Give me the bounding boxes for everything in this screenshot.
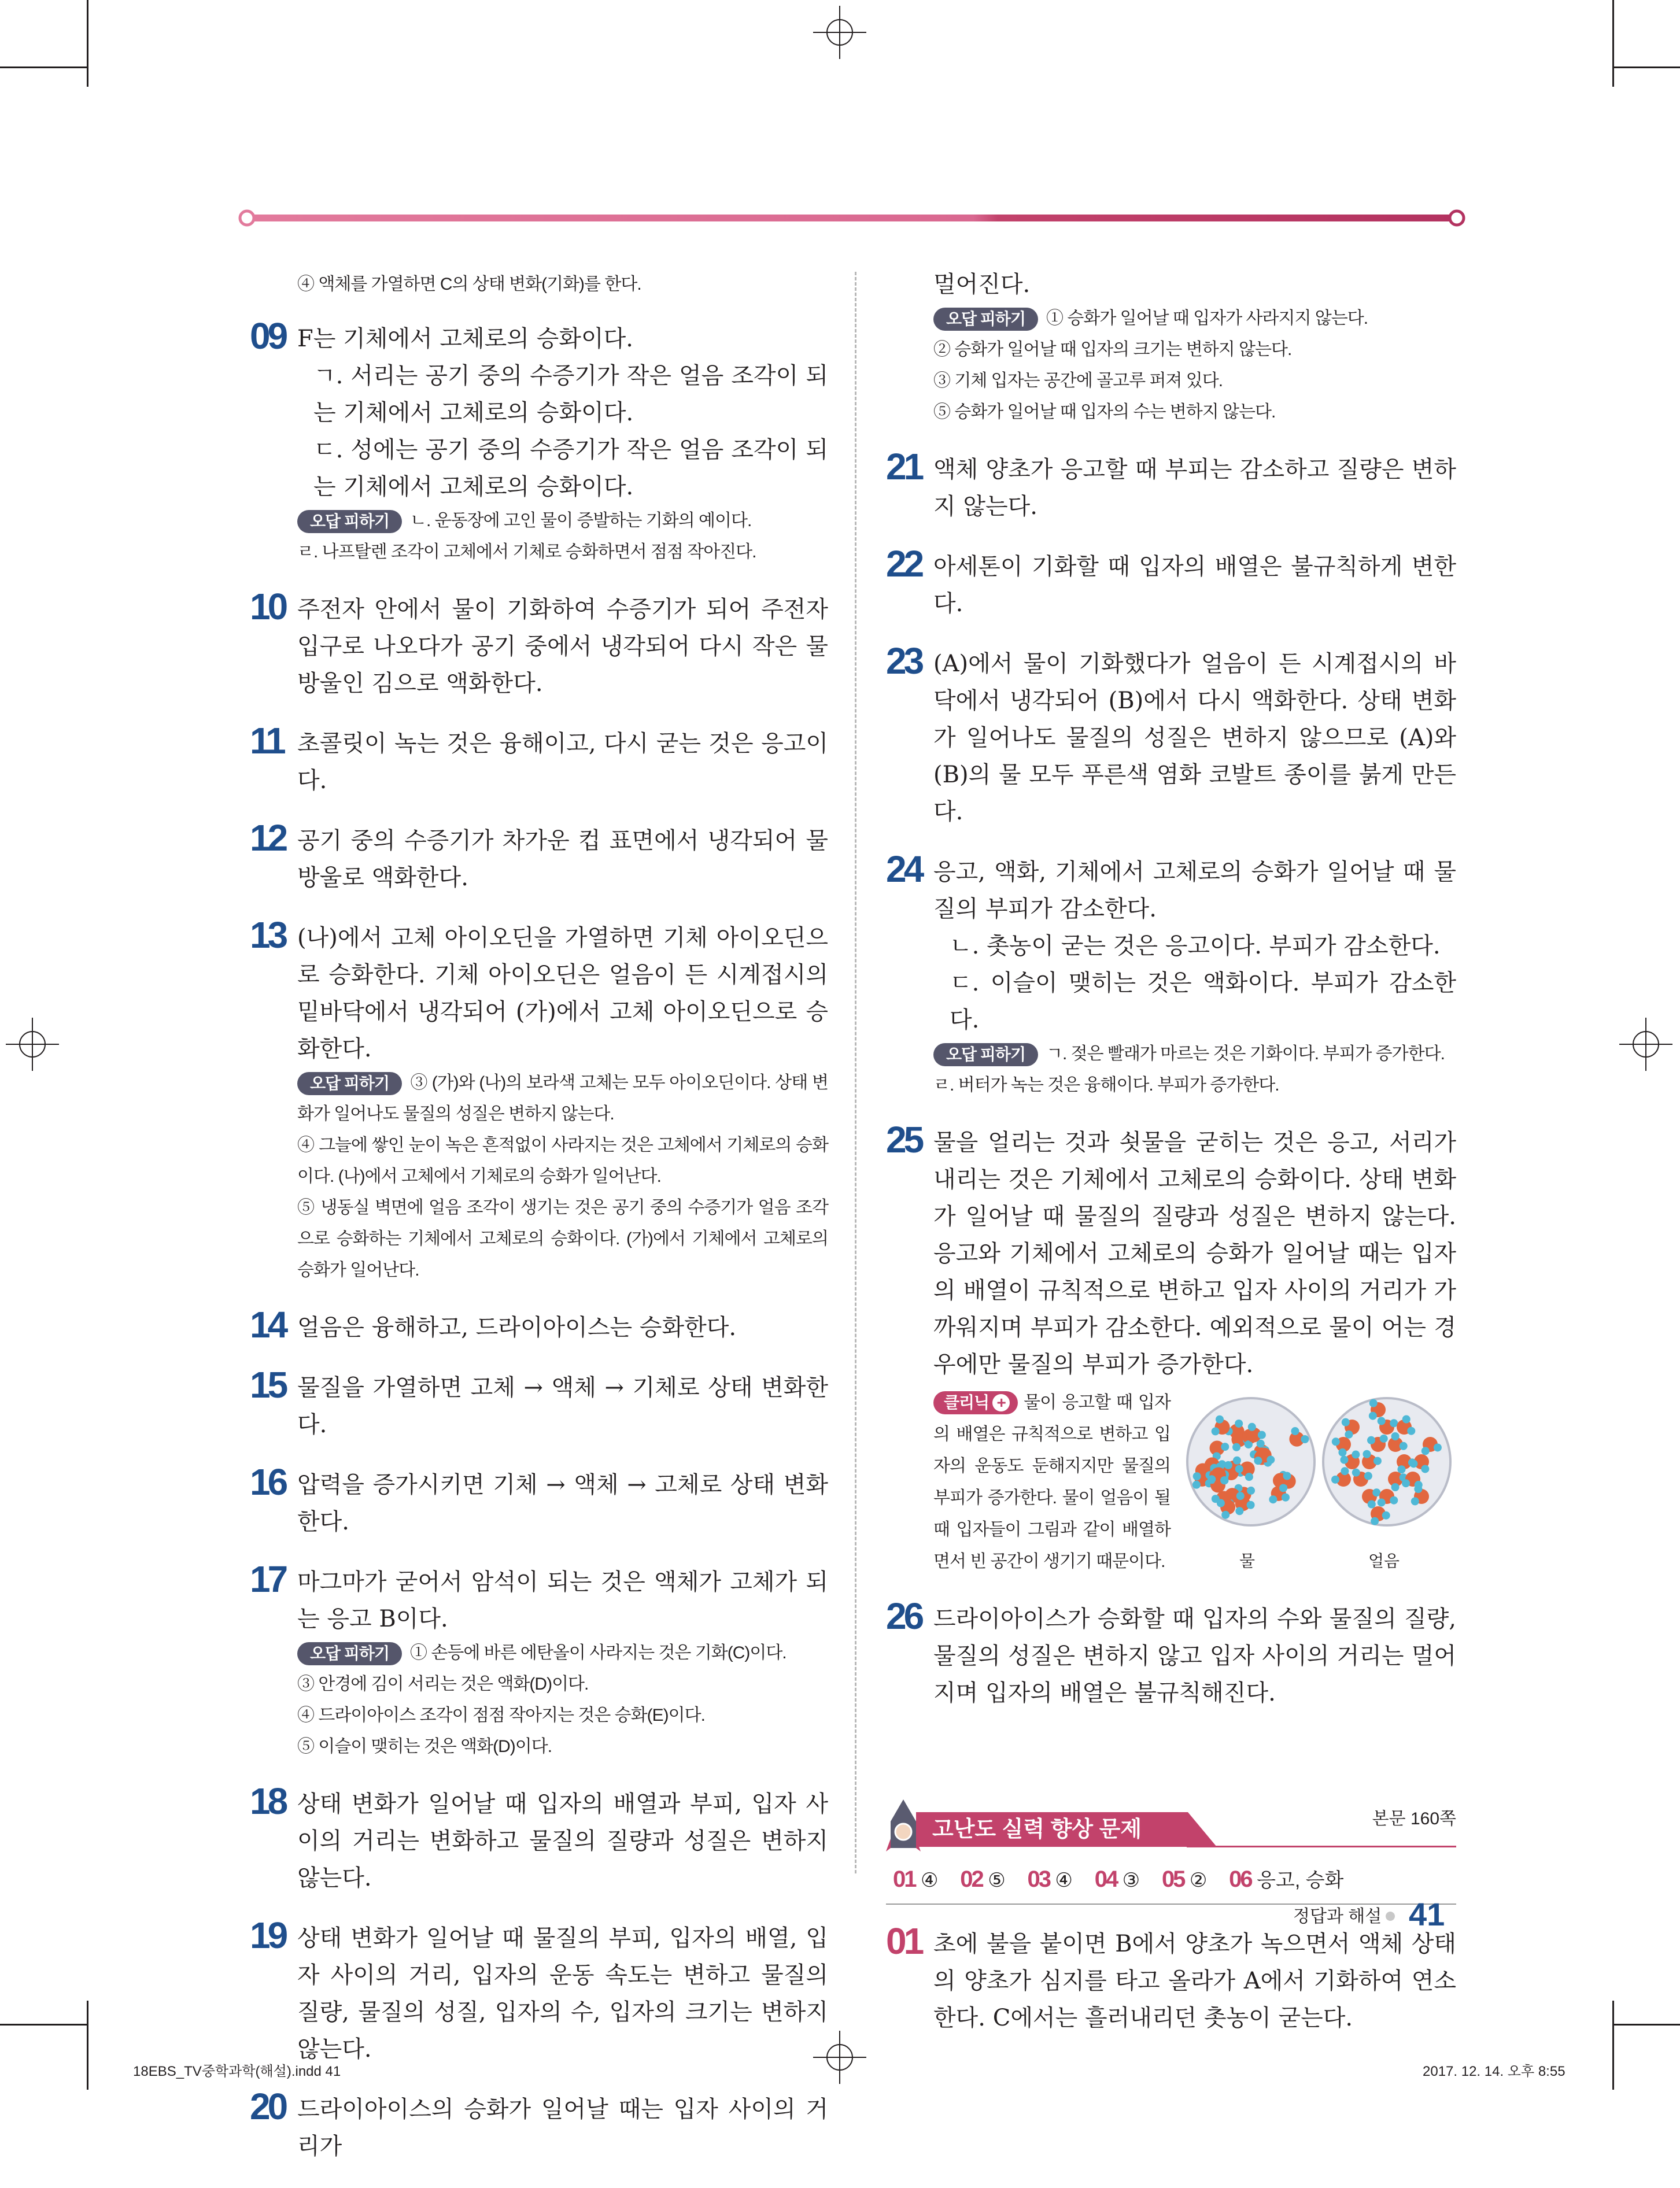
mistake-badge: 오답 피하기 (933, 308, 1038, 331)
item-sub: ㄷ. 성에는 공기 중의 수증기가 작은 얼음 조각이 되는 기체에서 고체로의 승화이다. (313, 437, 828, 500)
item-text: 드라이아이스의 승화가 일어날 때는 입자 사이의 거리가 (297, 2096, 828, 2160)
registration-mark (813, 6, 866, 59)
item-text: 초콜릿이 녹는 것은 융해이고, 다시 굳는 것은 응고이다. (297, 730, 828, 794)
item-text: 압력을 증가시키면 기체 → 액체 → 고체로 상태 변화한다. (297, 1472, 828, 1535)
mistake-badge: 오답 피하기 (933, 1043, 1038, 1066)
answer-key (893, 1862, 1456, 1898)
item-text: 상태 변화가 일어날 때 입자의 배열과 부피, 입자 사이의 거리는 변화하고 물질의 질량과 성질은 변하지 않는다. (297, 1791, 828, 1891)
item-number: 20 (250, 2086, 286, 2127)
item-number: 11 (250, 720, 283, 762)
page-reference: 본문 160쪽 (1372, 1809, 1456, 1828)
answer-number: 03 (1027, 1867, 1050, 1892)
registration-mark (6, 1018, 59, 1071)
note-text: ③ (가)와 (나)의 보라색 고체는 모두 아이오딘이다. 상태 변화가 일어나도 물질의 성질은 변하지 않는다. (297, 1073, 828, 1123)
answer-item-continued (886, 266, 1456, 428)
crop-mark (1612, 0, 1614, 87)
footer-file: 18EBS_TV중학과학(해설).indd 41 (133, 2064, 341, 2079)
item-number: 14 (250, 1304, 286, 1346)
left-column (250, 266, 828, 2188)
mistake-badge: 오답 피하기 (297, 1642, 402, 1665)
item-number: 13 (250, 914, 286, 956)
item-number: 01 (886, 1920, 922, 1962)
footer-date: 2017. 12. 14. 오후 8:55 (1423, 2064, 1565, 2079)
answer-value: ④ (1055, 1869, 1073, 1891)
crop-mark (87, 0, 88, 87)
item-sub: ㄱ. 서리는 공기 중의 수증기가 작은 얼음 조각이 되는 기체에서 고체로의 승화이다. (313, 363, 828, 426)
answer-item (250, 1558, 828, 1762)
item-text: 아세톤이 기화할 때 입자의 배열은 불규칙하게 변한다. (933, 553, 1456, 617)
note-text: ③ 안경에 김이 서리는 것은 액화(D)이다. (297, 1675, 589, 1694)
clinic-text: 물이 응고할 때 입자의 배열은 규칙적으로 변하고 입자의 운동도 둔해지지만 물질의 부피가 증가한다. 물이 얼음이 될 때 입자들이 그림과 같이 배열하면서 빈 공간이 생기기 때문이다. (933, 1393, 1171, 1571)
particle-figure (1184, 1387, 1456, 1570)
item-text: 초에 불을 붙이면 B에서 양초가 녹으면서 액체 상태의 양초가 심지를 타고 올라가 A에서 기화하여 연소한다. C에서는 흘러내리던 촛농이 굳는다. (933, 1931, 1456, 2031)
answer-item (886, 640, 1456, 830)
item-number: 21 (886, 446, 922, 487)
crop-mark (1612, 2001, 1614, 2090)
answer-value: ③ (1122, 1869, 1140, 1891)
answer-item (250, 586, 828, 702)
item-number: 22 (886, 543, 922, 585)
item-number: 15 (250, 1364, 286, 1406)
note-text: ⑤ 냉동실 벽면에 얼음 조각이 생기는 것은 공기 중의 수증기가 얼음 조각으로 승화하는 기체에서 고체로의 승화이다. (가)에서 기체에서 고체로의 승화가 일어난다. (297, 1198, 828, 1280)
answer-item (250, 1364, 828, 1443)
note-text: ③ 기체 입자는 공간에 골고루 퍼져 있다. (933, 371, 1223, 390)
item-text: 멀어진다. (933, 271, 1031, 298)
answer-item (886, 446, 1456, 525)
answer-item (250, 1461, 828, 1540)
note-text: ⑤ 이슬이 맺히는 것은 액화(D)이다. (297, 1737, 552, 1756)
answer-value: ⑤ (988, 1869, 1006, 1891)
note-text: ② 승화가 일어날 때 입자의 크기는 변하지 않는다. (933, 340, 1292, 359)
item-number: 24 (886, 848, 922, 890)
item-text: 얼음은 융해하고, 드라이아이스는 승화한다. (297, 1314, 737, 1341)
item-number: 10 (250, 586, 286, 627)
footer-label: 정답과 해설 (1293, 1907, 1382, 1926)
answer-number: 06 (1229, 1867, 1251, 1892)
note-text: ④ 그늘에 쌓인 눈이 녹은 흔적없이 사라지는 것은 고체에서 기체로의 승화이다. (나)에서 고체에서 기체로의 승화가 일어난다. (297, 1136, 828, 1186)
item-text: 물을 얼리는 것과 쇳물을 굳히는 것은 응고, 서리가 내리는 것은 기체에서 고체로의 승화이다. 상태 변화가 일어날 때 물질의 질량과 성질은 변하지 않는다. 응고와 기체에서 고체로의 승화가 일어날 때는 입자의 배열이 규칙적으로 변하고 입자 사이의 거리가 가까워지며 부피가 감소한다. 예외적으로 물이 어는 경우에만 물질의 부피가 증가한다. (933, 1129, 1456, 1378)
answer-item (886, 1920, 1456, 2037)
answer-item (886, 1595, 1456, 1712)
answer-item (886, 1119, 1456, 1577)
item-number: 17 (250, 1558, 286, 1600)
item-text: (A)에서 물이 기화했다가 얼음이 든 시계접시의 바닥에서 냉각되어 (B)에서 다시 액화한다. 상태 변화가 일어나도 물질의 성질은 변하지 않으므로 (A)와 (B)의 물 모두 푸른색 염화 코발트 종이를 붉게 만든다. (933, 651, 1456, 825)
header-bar (238, 209, 1465, 227)
answer-number: 01 (893, 1867, 915, 1892)
answer-value: 응고, 승화 (1257, 1869, 1344, 1891)
answer-item (886, 848, 1456, 1101)
page-number: 41 (1409, 1896, 1445, 1932)
item-sub: ㄴ. 촛농이 굳는 것은 응고이다. 부피가 감소한다. (950, 933, 1441, 959)
item-text: 물질을 가열하면 고체 → 액체 → 기체로 상태 변화한다. (297, 1374, 828, 1438)
particle-diagram (1184, 1387, 1456, 1543)
item-text: 주전자 안에서 물이 기화하여 수증기가 되어 주전자 입구로 나오다가 공기 중에서 냉각되어 다시 작은 물방울인 김으로 액화한다. (297, 596, 828, 697)
figure-label-water: 물 (1239, 1552, 1256, 1570)
item-text: 공기 중의 수증기가 차가운 컵 표면에서 냉각되어 물방울로 액화한다. (297, 827, 828, 891)
note-text: ㄴ. 운동장에 고인 물이 증발하는 기화의 예이다. (410, 511, 752, 530)
crop-mark (0, 66, 87, 68)
section-rule (1187, 1846, 1456, 1847)
figure-label-ice: 얼음 (1368, 1552, 1400, 1570)
section-title: 고난도 실력 향상 문제 (932, 1817, 1142, 1842)
answer-number: 02 (960, 1867, 983, 1892)
note-text: ④ 드라이아이스 조각이 점점 작아지는 것은 승화(E)이다. (297, 1706, 705, 1725)
right-column (886, 266, 1456, 2060)
item-text: (나)에서 고체 아이오딘을 가열하면 기체 아이오딘으로 승화한다. 기체 아이오딘은 얼음이 든 시계접시의 밑바닥에서 냉각되어 (가)에서 고체 아이오딘으로 승화한다. (297, 925, 828, 1062)
crop-mark (1612, 66, 1680, 68)
item-text: F는 기체에서 고체로의 승화이다. (297, 326, 633, 352)
answer-number: 04 (1094, 1867, 1117, 1892)
item-number: 25 (886, 1119, 922, 1160)
answer-item (250, 914, 828, 1286)
rocket-icon (886, 1798, 921, 1851)
item-number: 19 (250, 1914, 286, 1956)
item-number: 09 (250, 315, 286, 357)
answer-item (250, 2086, 828, 2165)
mistake-badge: 오답 피하기 (297, 510, 402, 533)
column-divider (855, 272, 856, 1873)
item-number: 23 (886, 640, 922, 682)
footer-dot (1386, 1912, 1395, 1921)
plus-icon: + (992, 1394, 1010, 1411)
answer-number: 05 (1161, 1867, 1184, 1892)
answer-item (886, 543, 1456, 622)
item-number: 16 (250, 1461, 286, 1503)
note-text: ㄹ. 나프탈렌 조각이 고체에서 기체로 승화하면서 점점 작아진다. (297, 542, 756, 561)
note-text: ⑤ 승화가 일어날 때 입자의 수는 변하지 않는다. (933, 402, 1276, 422)
item-number: 26 (886, 1595, 922, 1637)
clinic-badge: 클리닉 + (933, 1391, 1018, 1414)
item-text: 상태 변화가 일어날 때 물질의 부피, 입자의 배열, 입자 사이의 거리, 입자의 운동 속도는 변하고 물질의 질량, 물질의 성질, 입자의 수, 입자의 크기는 변하지 않는다. (297, 1925, 828, 2063)
answer-value: ④ (920, 1869, 939, 1891)
intro-note: ④ 액체를 가열하면 C의 상태 변화(기화)를 한다. (297, 275, 641, 294)
crop-mark (0, 2024, 87, 2026)
note-text: ① 손등에 바른 에탄올이 사라지는 것은 기화(C)이다. (410, 1643, 787, 1662)
answer-item (250, 315, 828, 568)
answer-item (250, 1304, 828, 1346)
crop-mark (1612, 2024, 1680, 2026)
registration-mark (1619, 1018, 1672, 1071)
clinic-box (933, 1387, 1171, 1577)
crop-mark (87, 2001, 88, 2090)
answer-item (250, 817, 828, 896)
item-text: 마그마가 굳어서 암석이 되는 것은 액체가 고체가 되는 응고 B이다. (297, 1569, 828, 1632)
item-text: 드라이아이스가 승화할 때 입자의 수와 물질의 질량, 물질의 성질은 변하지 않고 입자 사이의 거리는 멀어지며 입자의 배열은 불규칙해진다. (933, 1606, 1456, 1706)
item-number: 18 (250, 1780, 286, 1822)
note-text: ㄱ. 젖은 빨래가 마르는 것은 기화이다. 부피가 증가한다. (1046, 1044, 1445, 1063)
mistake-badge: 오답 피하기 (297, 1072, 402, 1095)
note-text: ㄹ. 버터가 녹는 것은 융해이다. 부피가 증가한다. (933, 1075, 1279, 1095)
answer-item (250, 1914, 828, 2068)
note-text: ① 승화가 일어날 때 입자가 사라지지 않는다. (1046, 309, 1368, 328)
answer-item (250, 720, 828, 799)
item-sub: ㄷ. 이슬이 맺히는 것은 액화이다. 부피가 감소한다. (950, 970, 1456, 1033)
section-header (886, 1798, 1456, 1851)
answer-item (250, 1780, 828, 1897)
item-number: 12 (250, 817, 286, 859)
answer-value: ② (1189, 1869, 1208, 1891)
item-text: 액체 양초가 응고할 때 부피는 감소하고 질량은 변하지 않는다. (933, 456, 1456, 520)
item-text: 응고, 액화, 기체에서 고체로의 승화가 일어날 때 물질의 부피가 감소한다. (933, 859, 1456, 922)
